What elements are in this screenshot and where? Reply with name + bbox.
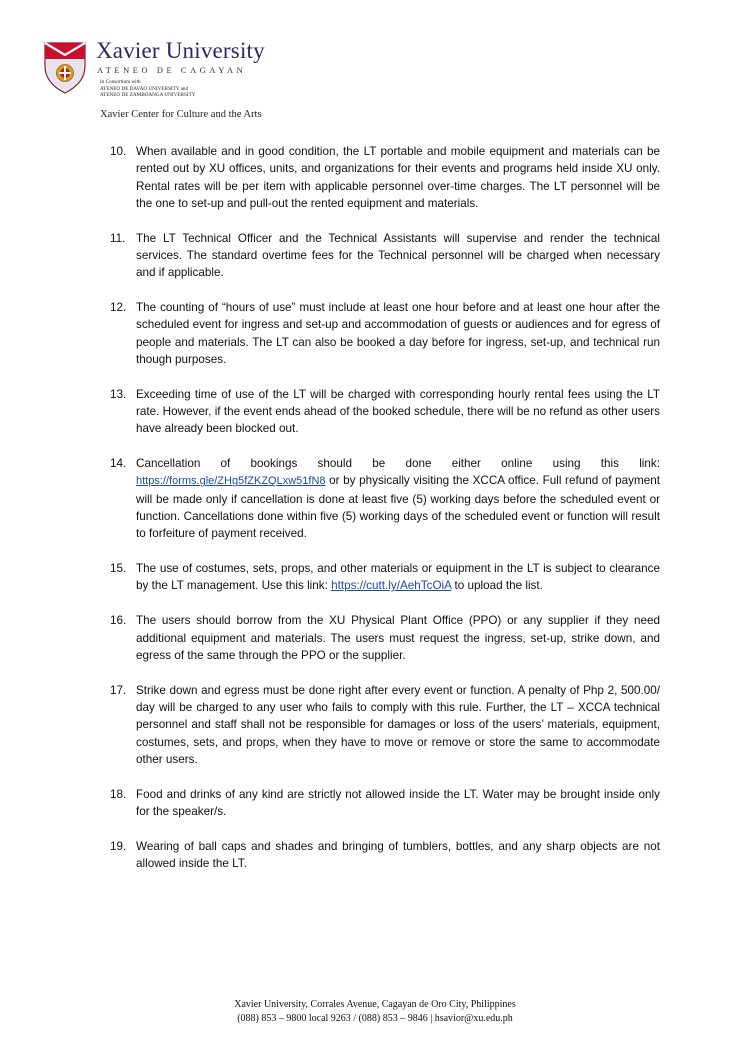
university-name: Xavier University [96, 38, 265, 63]
footer-address: Xavier University, Corrales Avenue, Cagayan de Oro City, Philippines [234, 999, 516, 1010]
rule-number: 15. [110, 562, 127, 576]
list-item [110, 786, 660, 821]
letterhead [44, 38, 444, 128]
center-name: Xavier Center for Culture and the Arts [100, 109, 262, 120]
rule-number: 16. [110, 614, 127, 628]
rule-number: 11. [110, 231, 126, 245]
xu-crest-icon [44, 42, 86, 94]
rule-text-before: Cancellation of bookings should be done either online using this link: [136, 457, 660, 471]
list-item [110, 682, 660, 768]
consortium-note [100, 79, 196, 99]
consortium-line: ATENEO DE DAVAO UNIVERSITY and [100, 85, 189, 92]
rule-text-after: to upload the list. [451, 579, 543, 593]
page-footer [0, 998, 750, 1026]
rule-number: 18. [110, 787, 127, 801]
cancellation-form-link[interactable]: https://forms.gle/ZHg5fZKZQLxw51fN8 [136, 475, 326, 488]
university-subtitle: ATENEO DE CAGAYAN [97, 66, 247, 75]
rule-text [136, 455, 660, 542]
rule-text: Wearing of ball caps and shades and bringing of tumblers, bottles, and any sharp objects are not allowed inside the LT. [136, 839, 660, 870]
list-item [110, 230, 660, 282]
consortium-line: In Consortium with [100, 79, 141, 85]
rule-text: The users should borrow from the XU Physical Plant Office (PPO) or any supplier if they need additional equipment and materials. The users must request the ingress, set-up, strike down, and egress of the same through the PPO or the supplier. [136, 614, 660, 662]
list-item [110, 299, 660, 368]
list-item [110, 455, 660, 542]
rule-text-before: The use of costumes, sets, props, and other materials or equipment in the LT is subject to clearance by the LT management. Use this link: [136, 562, 660, 593]
footer-contact: (088) 853 – 9800 local 9263 / (088) 853 – 9846 | hsavior@xu.edu.ph [237, 1013, 513, 1024]
rule-text: Exceeding time of use of the LT will be charged with corresponding hourly rental fees using the LT rate. However, if the event ends ahead of the booked schedule, there will be no refund as other users have already been blocked out. [136, 387, 660, 436]
rule-text: Food and drinks of any kind are strictly not allowed inside the LT. Water may be brought inside only for the speaker/s. [136, 787, 660, 818]
rule-number: 10. [110, 145, 127, 158]
list-item [110, 612, 660, 664]
rule-text: The counting of “hours of use” must include at least one hour before and at least one hour after the scheduled event for ingress and set-up and accommodation of guests or audiences and for egress of people and materials. The LT can also be booked a day before for ingress, set-up, and technical run though purposes. [136, 301, 660, 366]
rules-list [110, 143, 660, 890]
rule-number: 17. [110, 683, 127, 697]
consortium-line: ATENEO DE ZAMBOANGA UNIVERSITY [100, 92, 196, 99]
rule-number: 14. [110, 457, 127, 471]
upload-list-link[interactable]: https://cutt.ly/AehTcOiA [331, 579, 452, 593]
list-item [110, 386, 660, 438]
rule-number: 13. [110, 387, 127, 401]
rule-number: 19. [110, 839, 127, 853]
rule-text [136, 560, 660, 595]
rule-text: The LT Technical Officer and the Technical Assistants will supervise and render the technical services. The standard overtime fees for the Technical personnel will be charged when necessary and if applicable. [136, 231, 660, 280]
list-item [110, 143, 660, 212]
rule-text: When available and in good condition, the LT portable and mobile equipment and materials can be rented out by XU offices, units, and organizations for their events and programs held inside XU only. Rental rates will be per item with applicable personnel over-time charges. The LT personnel will be the one to set-up and pull-out the rented equipment and materials. [136, 145, 660, 210]
rule-number: 12. [110, 301, 127, 315]
list-item [110, 560, 660, 595]
rule-text: Strike down and egress must be done right after every event or function. A penalty of Php 2, 500.00/ day will be charged to any user who fails to comply with this rule. Further, the LT – XCCA technical personnel and staff shall not be responsible for damages or loss of the users’ materials, equipment, costumes, sets, and props, when they have to move or remove or store the same to accommodate other users. [136, 683, 660, 766]
list-item [110, 838, 660, 873]
rule-text-after: or by physically visiting the XCCA office. Full refund of payment will be made only if cancellation is done at least five (5) working days before the scheduled event or function. Cancellations done within five (5) working days of the scheduled event or function will result to forfeiture of payment received. [136, 474, 660, 541]
